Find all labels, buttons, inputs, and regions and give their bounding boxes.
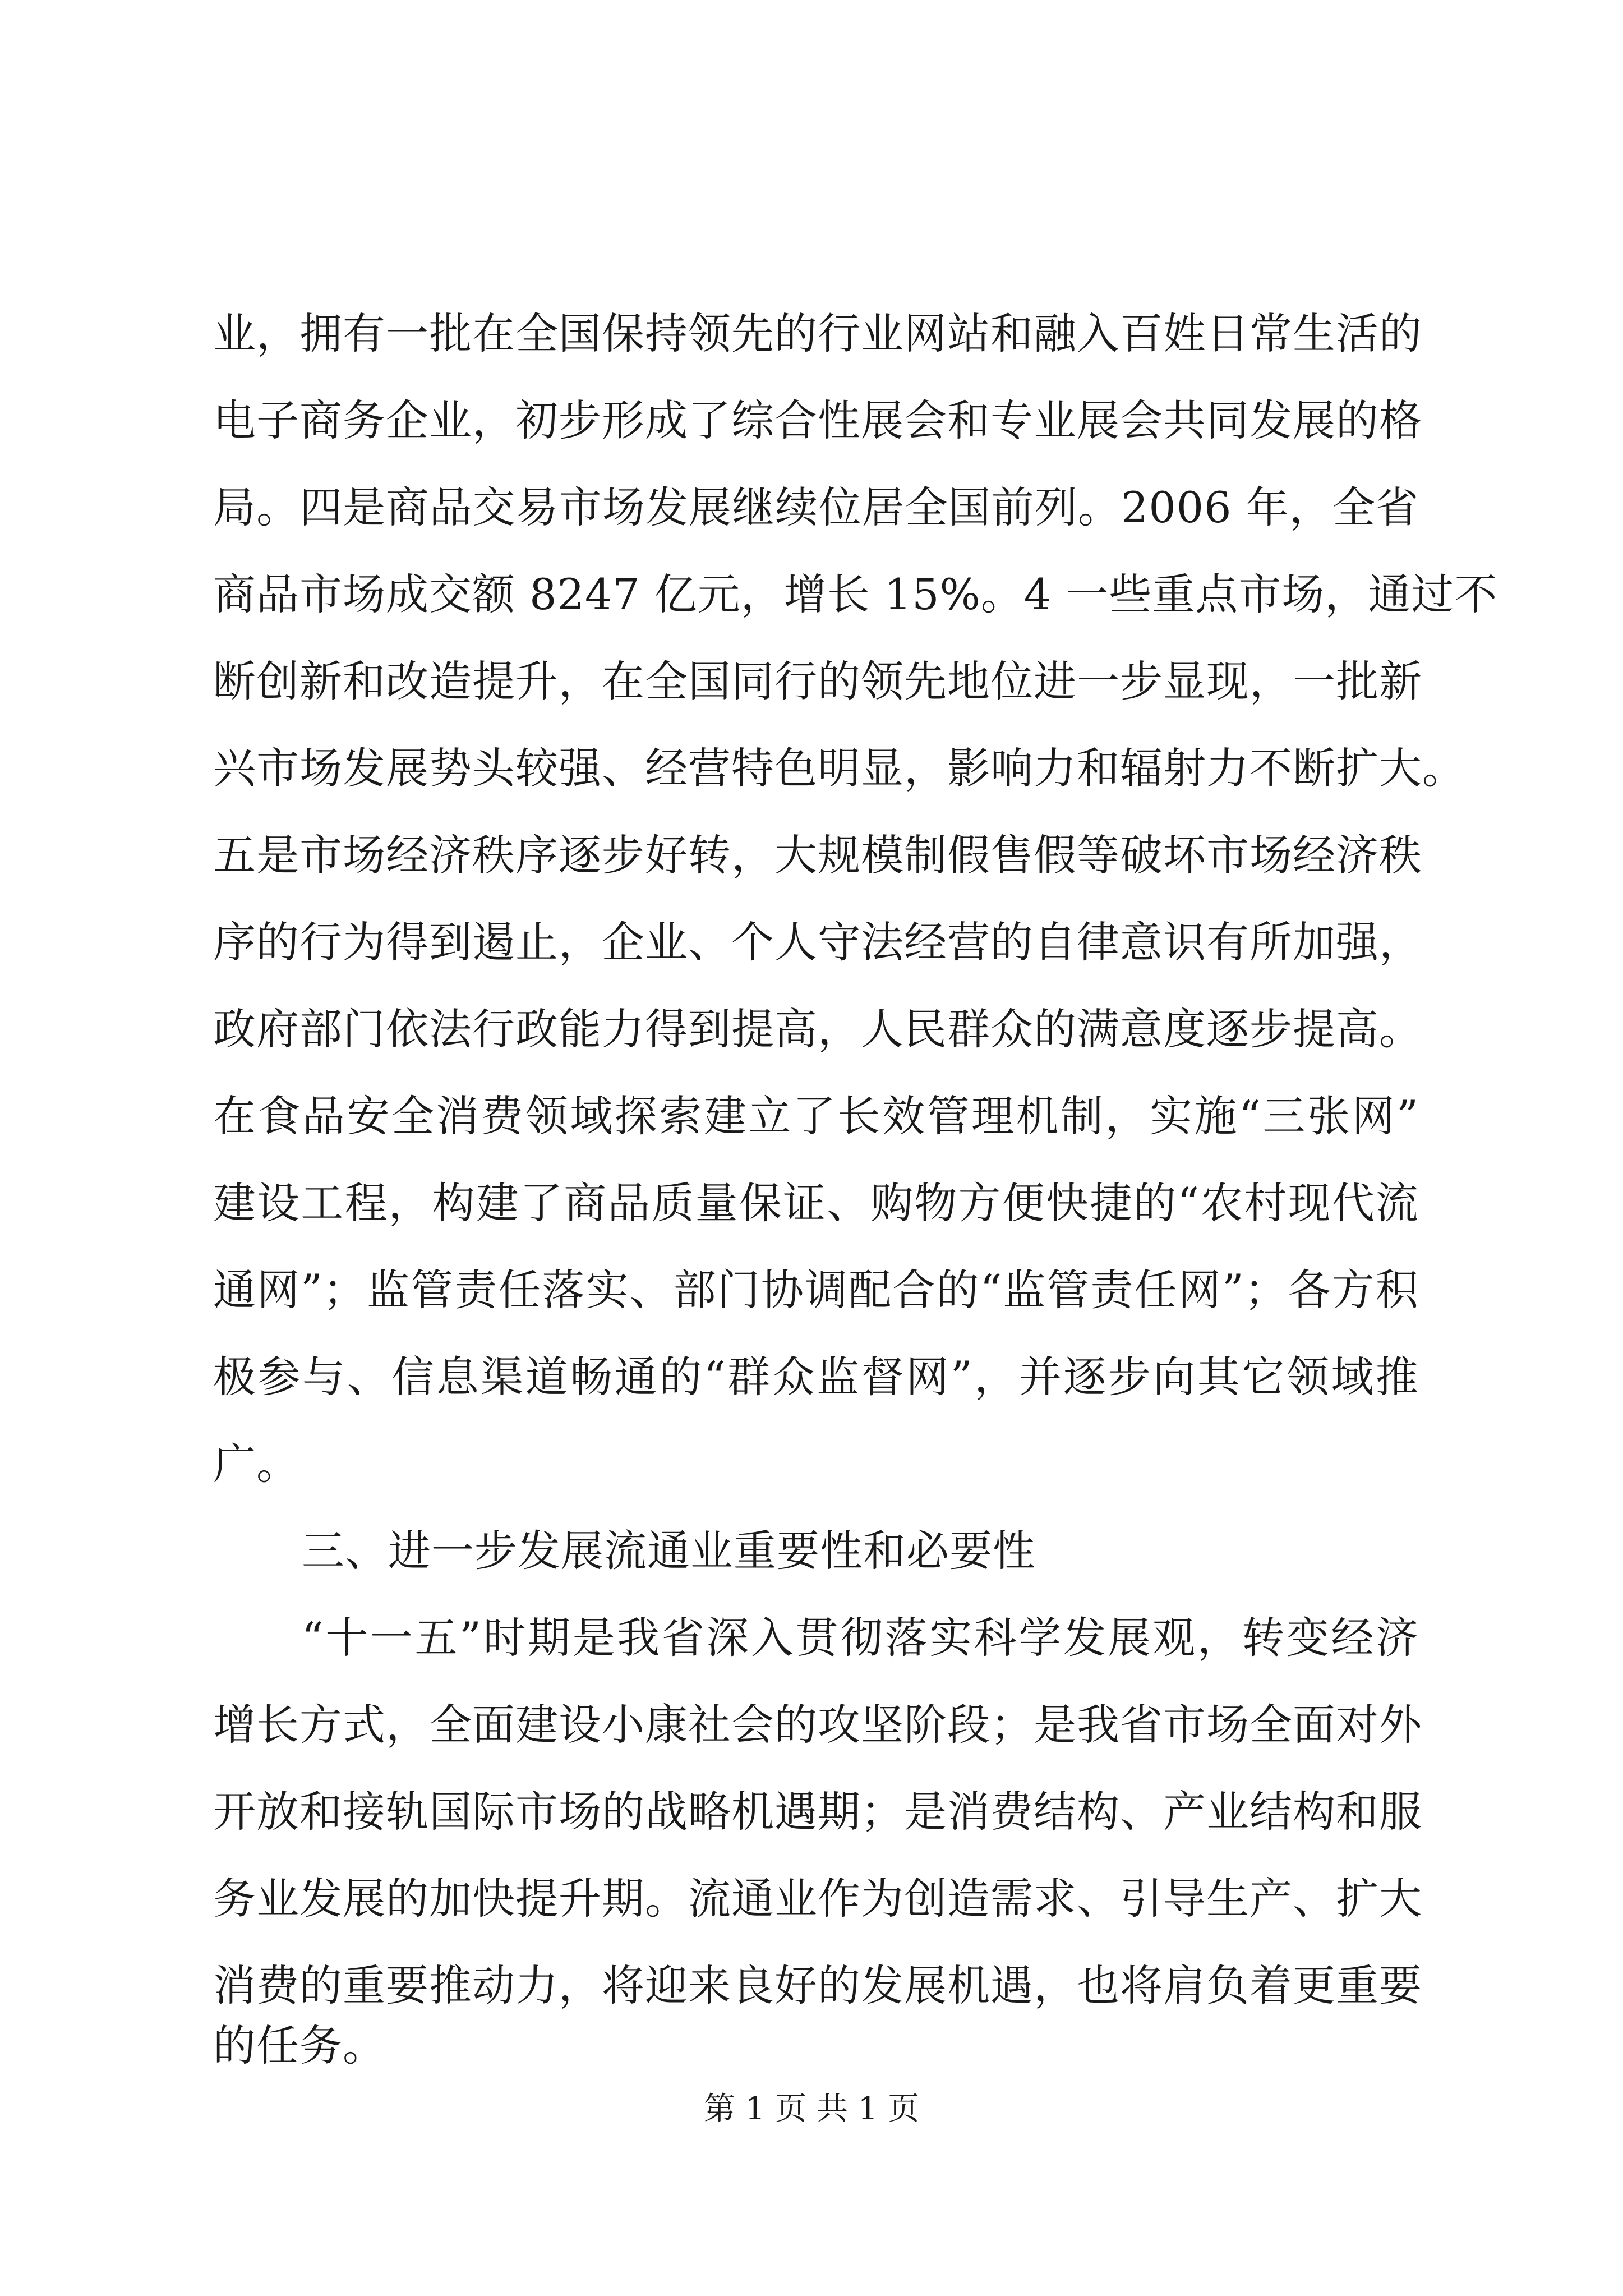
text-line: 兴市场发展势头较强、经营特色明显，影响力和辐射力不断扩大。 [213,743,1465,793]
text-line: 电子商务企业，初步形成了综合性展会和专业展会共同发展的格 [213,395,1422,445]
text-line: 开放和接轨国际市场的战略机遇期；是消费结构、产业结构和服 [213,1787,1422,1837]
text-line: 广。 [213,1439,299,1489]
text-line: 的任务。 [213,2021,386,2070]
text-line: 增长方式，全面建设小康社会的攻坚阶段；是我省市场全面对外 [213,1700,1422,1750]
text-line: 局。四是商品交易市场发展继续位居全国前列。2006 年，全省 [213,482,1419,532]
page-footer: 第 1 页 共 1 页 [703,2091,920,2127]
text-line: 通网”；监管责任落实、部门协调配合的“监管责任网”；各方积 [213,1265,1419,1315]
text-line: 五是市场经济秩序逐步好转，大规模制假售假等破坏市场经济秩 [213,830,1422,880]
text-line: 在食品安全消费领域探索建立了长效管理机制，实施“三张网” [213,1091,1419,1141]
text-line: 消费的重要推动力，将迎来良好的发展机遇，也将肩负着更重要 [213,1961,1422,2010]
text-line: 序的行为得到遏止，企业、个人守法经营的自律意识有所加强， [213,917,1422,967]
text-line: 政府部门依法行政能力得到提高，人民群众的满意度逐步提高。 [213,1004,1422,1054]
text-line: 极参与、信息渠道畅通的“群众监督网”，并逐步向其它领域推 [213,1352,1419,1402]
section-heading: 三、进一步发展流通业重要性和必要性 [302,1526,1036,1576]
text-line: 商品市场成交额 8247 亿元，增长 15%。4 一些重点市场，通过不 [213,569,1498,619]
text-line: 业，拥有一批在全国保持领先的行业网站和融入百姓日常生活的 [213,309,1422,358]
text-line: 务业发展的加快提升期。流通业作为创造需求、引导生产、扩大 [213,1874,1422,1924]
text-line: “十一五”时期是我省深入贯彻落实科学发展观，转变经济 [302,1613,1419,1663]
text-line: 建设工程，构建了商品质量保证、购物方便快捷的“农村现代流 [213,1178,1419,1228]
text-line: 断创新和改造提升，在全国同行的领先地位进一步显现，一批新 [213,656,1422,706]
